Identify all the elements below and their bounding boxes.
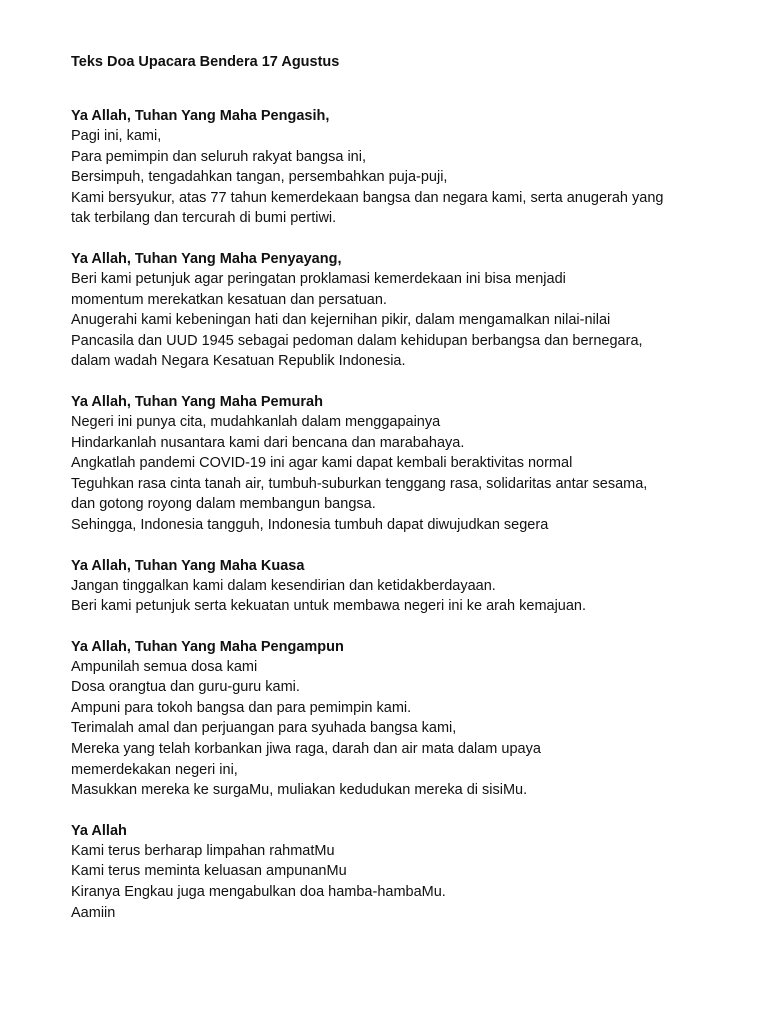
prayer-line: Masukkan mereka ke surgaMu, muliakan kedudukan mereka di sisiMu. bbox=[71, 782, 528, 799]
prayer-line: Kiranya Engkau juga mengabulkan doa hamba-hambaMu. bbox=[71, 884, 446, 901]
prayer-line: Bersimpuh, tengadahkan tangan, persembahkan puja-puji, bbox=[71, 169, 448, 186]
prayer-section bbox=[71, 392, 711, 536]
section-heading: Ya Allah, Tuhan Yang Maha Pemurah bbox=[71, 393, 323, 410]
prayer-line: Pagi ini, kami, bbox=[71, 128, 162, 144]
prayer-line: Kami terus meminta keluasan ampunanMu bbox=[71, 863, 347, 880]
prayer-line: Sehingga, Indonesia tangguh, Indonesia tumbuh dapat diwujudkan segera bbox=[71, 516, 549, 533]
prayer-line: Anugerahi kami kebeningan hati dan kejernihan pikir, dalam mengamalkan nilai-nilai bbox=[71, 312, 611, 329]
prayer-line: Hindarkanlah nusantara kami dari bencana dan marabahaya. bbox=[71, 434, 465, 451]
prayer-line: dalam wadah Negara Kesatuan Republik Indonesia. bbox=[71, 353, 406, 370]
prayer-line: Teguhkan rasa cinta tanah air, tumbuh-suburkan tenggang rasa, solidaritas antar sesama, bbox=[71, 475, 648, 492]
document-title: Teks Doa Upacara Bendera 17 Agustus bbox=[71, 54, 340, 70]
section-heading: Ya Allah, Tuhan Yang Maha Pengampun bbox=[71, 638, 344, 655]
section-heading: Ya Allah, Tuhan Yang Maha Kuasa bbox=[71, 557, 305, 574]
prayer-section bbox=[71, 556, 711, 617]
prayer-line: Jangan tinggalkan kami dalam kesendirian dan ketidakberdayaan. bbox=[71, 577, 496, 594]
document-page bbox=[71, 52, 711, 943]
prayer-line: momentum merekatkan kesatuan dan persatuan. bbox=[71, 291, 387, 308]
prayer-section bbox=[71, 637, 711, 801]
prayer-line: Ampunilah semua dosa kami bbox=[71, 658, 258, 675]
prayer-line: Terimalah amal dan perjuangan para syuhada bangsa kami, bbox=[71, 720, 457, 737]
prayer-line: dan gotong royong dalam membangun bangsa. bbox=[71, 496, 376, 513]
prayer-section bbox=[71, 249, 711, 372]
section-heading: Ya Allah, Tuhan Yang Maha Penyayang, bbox=[71, 250, 342, 267]
prayer-line: Kami terus berharap limpahan rahmatMu bbox=[71, 842, 335, 859]
section-heading: Ya Allah, Tuhan Yang Maha Pengasih, bbox=[71, 108, 330, 124]
prayer-line: Angkatlah pandemi COVID-19 ini agar kami dapat kembali beraktivitas normal bbox=[71, 455, 573, 472]
prayer-section bbox=[71, 106, 711, 229]
prayer-line: Beri kami petunjuk agar peringatan proklamasi kemerdekaan ini bisa menjadi bbox=[71, 270, 566, 287]
prayer-line: Ampuni para tokoh bangsa dan para pemimpin kami. bbox=[71, 699, 412, 716]
prayer-line: Pancasila dan UUD 1945 sebagai pedoman dalam kehidupan berbangsa dan bernegara, bbox=[71, 332, 643, 349]
prayer-line: Beri kami petunjuk serta kekuatan untuk membawa negeri ini ke arah kemajuan. bbox=[71, 598, 587, 615]
prayer-line: Negeri ini punya cita, mudahkanlah dalam menggapainya bbox=[71, 413, 441, 430]
prayer-line: tak terbilang dan tercurah di bumi pertiwi. bbox=[71, 210, 337, 227]
prayer-section bbox=[71, 821, 711, 923]
prayer-sections bbox=[71, 106, 711, 923]
section-heading: Ya Allah bbox=[71, 822, 127, 839]
prayer-line: Dosa orangtua dan guru-guru kami. bbox=[71, 679, 300, 696]
prayer-line: memerdekakan negeri ini, bbox=[71, 761, 238, 778]
prayer-line: Mereka yang telah korbankan jiwa raga, darah dan air mata dalam upaya bbox=[71, 741, 541, 758]
prayer-line: Para pemimpin dan seluruh rakyat bangsa ini, bbox=[71, 148, 366, 165]
prayer-line: Aamiin bbox=[71, 904, 116, 921]
prayer-line: Kami bersyukur, atas 77 tahun kemerdekaan bangsa dan negara kami, serta anugerah yang bbox=[71, 189, 664, 206]
